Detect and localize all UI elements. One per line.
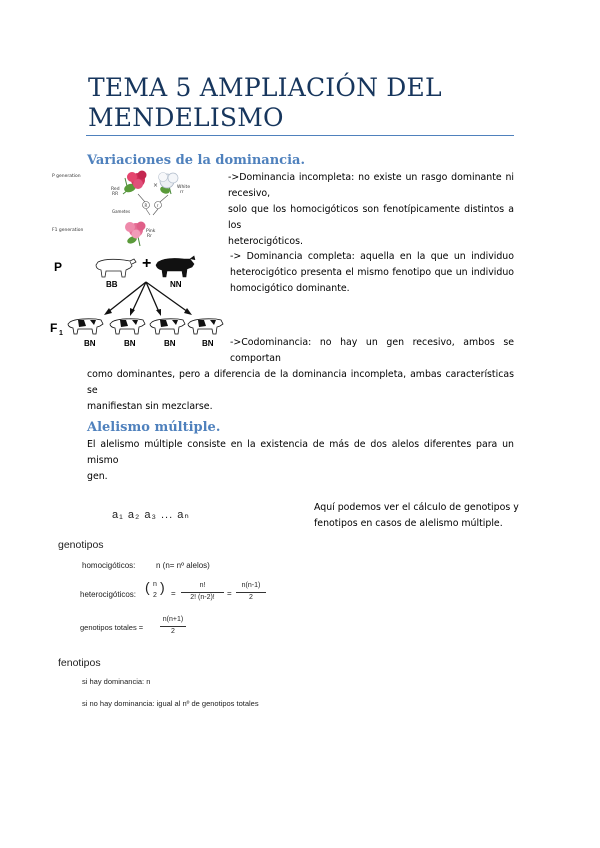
bb-label: BB: [106, 280, 118, 289]
nn-label: NN: [170, 280, 182, 289]
white-cow-icon: [96, 259, 136, 277]
spotted-cow-icon-4: [188, 319, 223, 334]
svg-text:rr: rr: [180, 190, 184, 195]
equals-sign-2: =: [227, 589, 232, 598]
spotted-cow-icon-1: [68, 319, 103, 334]
white-flower-icon: [159, 173, 179, 195]
offspring-label-3: BN: [164, 339, 176, 348]
svg-text:Red: Red: [111, 187, 120, 192]
paragraph-dominancia-incompleta: ->Dominancia incompleta: no existe un rasgo dominante ni recesivo, solo que los homocigóticos son fenotípicamente distintos a los heterocigóticos.: [228, 172, 514, 247]
f1-label: F: [50, 321, 58, 335]
fraction-1-bar: [181, 592, 224, 593]
paragraph-alelismo-intro: El alelismo múltiple consiste en la existencia de más de dos alelos diferentes para un mismo gen.: [87, 439, 514, 482]
offspring-label-1: BN: [84, 339, 96, 348]
fenotipos-sin-dominancia: si no hay dominancia: igual al nº de genotipos totales: [82, 699, 259, 708]
svg-text:×: ×: [153, 182, 159, 189]
fraction-2-numerator: n(n-1): [241, 582, 261, 589]
fenotipos-dominancia: si hay dominancia: n: [82, 677, 151, 686]
binomial-top: n: [153, 581, 157, 588]
totales-numerator: n(n+1): [162, 616, 184, 623]
spotted-cow-icon-3: [150, 319, 185, 334]
red-flower-icon: [123, 171, 147, 195]
f1-generation-label: F1 generation: [52, 228, 84, 233]
paragraph-dominancia-completa: -> Dominancia completa: aquella en la que un individuo heterocigótico presenta el mismo fenotipo que un individuo homocigótico dominante.: [230, 251, 514, 294]
homocigoticos-label: homocigóticos:: [82, 561, 136, 570]
fraction-2-bar: [236, 592, 266, 593]
svg-text:White: White: [177, 185, 191, 190]
title-divider: [86, 135, 514, 136]
offspring-label-4: BN: [202, 339, 214, 348]
black-cow-icon: [156, 256, 195, 277]
p-label: P: [54, 260, 63, 274]
section-heading-alelismo: Alelismo múltiple.: [87, 420, 221, 435]
binomial-open-paren: (: [145, 579, 150, 595]
binomial-close-paren: ): [160, 579, 165, 595]
p-generation-label: P generation: [52, 174, 81, 179]
alleles-list: a₁ a₂ a₃ ... aₙ: [112, 509, 190, 521]
title-line-1: TEMA 5 AMPLIACIÓN DEL: [88, 73, 442, 102]
svg-text:R: R: [144, 203, 148, 208]
pink-flower-icon: [125, 222, 146, 247]
fraction-2-denominator: 2: [249, 594, 253, 601]
fraction-1-denominator: 2! (n-2)!: [190, 594, 215, 601]
svg-text:1: 1: [59, 330, 63, 337]
fenotipos-heading: fenotipos: [58, 657, 101, 669]
svg-text:Pink: Pink: [146, 229, 156, 234]
paragraph-alelismo-note: Aquí podemos ver el cálculo de genotipos y fenotipos en casos de alelismo múltiple.: [314, 502, 519, 529]
svg-text:r: r: [156, 203, 159, 208]
totales-fraction-bar: [160, 626, 186, 627]
offspring-label-2: BN: [124, 339, 136, 348]
section-heading-dominancia: Variaciones de la dominancia.: [87, 153, 305, 168]
genotipos-heading: genotipos: [58, 539, 104, 551]
title-line-2: MENDELISMO: [88, 103, 284, 132]
svg-text:RR: RR: [112, 192, 119, 197]
genotipos-totales-label: genotipos totales =: [80, 623, 144, 632]
svg-text:Rr: Rr: [147, 234, 152, 239]
heterocigoticos-label: heterocigóticos:: [80, 590, 137, 599]
flower-cross-diagram: [50, 168, 218, 250]
plus-sign: +: [142, 255, 152, 272]
homocigoticos-value: n (n= nº alelos): [156, 561, 210, 570]
spotted-cow-icon-2: [110, 319, 145, 334]
fraction-1-numerator: n!: [199, 582, 206, 589]
page-title: [88, 73, 528, 133]
gametes-label: Gametes: [112, 209, 131, 214]
equals-sign-1: =: [171, 589, 176, 598]
binomial-bottom: 2: [153, 592, 157, 599]
paragraph-codominancia: ->Codominancia: no hay un gen recesivo, ambos se comportan como dominantes, pero a diferencia de la dominancia incompleta, ambas características se manifiestan sin mezclarse.: [87, 337, 514, 412]
totales-denominator: 2: [171, 628, 175, 635]
